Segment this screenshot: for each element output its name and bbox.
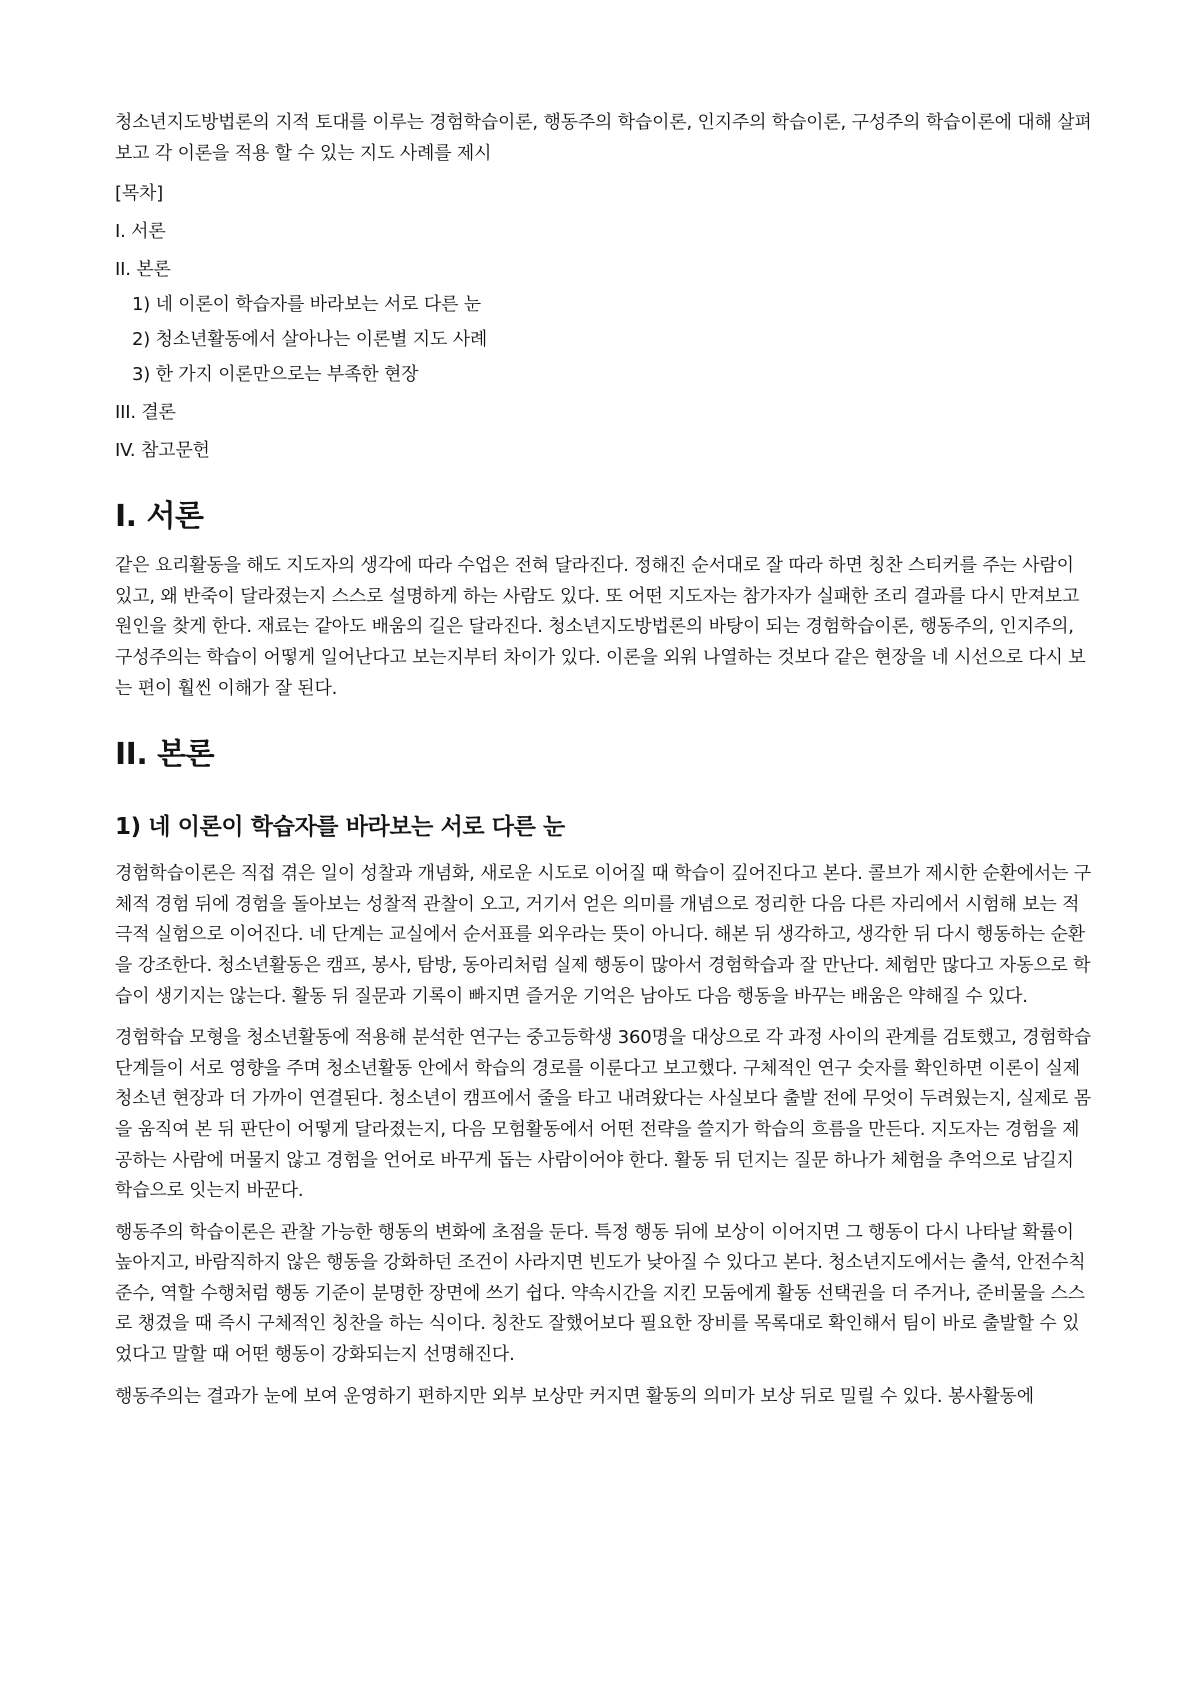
toc-subitem-1: 1) 네 이론이 학습자를 바라보는 서로 다른 눈 [132, 294, 481, 316]
toc-item-main-body: II. 본론 [115, 259, 171, 281]
toc-subitem-3: 3) 한 가지 이론만으로는 부족한 현장 [132, 364, 419, 386]
section-introduction [115, 497, 1092, 704]
section-heading: II. 본론 [115, 737, 215, 773]
subsection [115, 810, 1092, 1412]
body-paragraph: 행동주의 학습이론은 관찰 가능한 행동의 변화에 초점을 둔다. 특정 행동 뒤에 보상이 이어지면 그 행동이 다시 나타날 확률이 높아지고, 바람직하지 않은 행동을 강화하던 조건이 사라지면 빈도가 낮아질 수 있다고 본다. 청소년지도에서는 출석, 안전수칙 준수, 역할 수행처럼 행동 기준이 분명한 장면에 쓰기 쉽다. 약속시간을 지킨 모둠에게 활동 선택권을 더 주거나, 준비물을 스스로 챙겼을 때 즉시 구체적인 칭찬을 하는 식이다. 칭찬도 잘했어보다 필요한 장비를 목록대로 확인해서 팀이 바로 출발할 수 있었다고 말할 때 어떤 행동이 강화되는지 선명해진다. [115, 1221, 1086, 1366]
body-paragraph: 행동주의는 결과가 눈에 보여 운영하기 편하지만 외부 보상만 커지면 활동의 의미가 보상 뒤로 밀릴 수 있다. 봉사활동에 [115, 1385, 1034, 1407]
section-heading: I. 서론 [115, 499, 204, 535]
body-paragraph: 경험학습이론은 직접 겪은 일이 성찰과 개념화, 새로운 시도로 이어질 때 학습이 깊어진다고 본다. 콜브가 제시한 순환에서는 구체적 경험 뒤에 경험을 돌아보는 성찰적 관찰이 오고, 거기서 얻은 의미를 개념으로 정리한 다음 다른 자리에서 시험해 보는 적극적 실험으로 이어진다. 네 단계는 교실에서 순서표를 외우라는 뜻이 아니다. 해본 뒤 생각하고, 생각한 뒤 다시 행동하는 순환을 강조한다. 청소년활동은 캠프, 봉사, 탐방, 동아리처럼 실제 행동이 많아서 경험학습과 잘 만난다. 체험만 많다고 자동으로 학습이 생기지는 않는다. 활동 뒤 질문과 기록이 빠지면 즐거운 기억은 남아도 다음 행동을 바꾸는 배움은 약해질 수 있다. [115, 863, 1091, 1007]
toc-item-introduction: I. 서론 [115, 221, 166, 243]
body-paragraph: 경험학습 모형을 청소년활동에 적용해 분석한 연구는 중고등학생 360명을 대상으로 각 과정 사이의 관계를 검토했고, 경험학습 단계들이 서로 영향을 주며 청소년활동 안에서 학습의 경로를 이룬다고 보고했다. 구체적인 연구 숫자를 확인하면 이론이 실제 청소년 현장과 더 가까이 연결된다. 청소년이 캠프에서 줄을 타고 내려왔다는 사실보다 출발 전에 무엇이 두려웠는지, 실제로 몸을 움직여 본 뒤 판단이 어떻게 달라졌는지, 다음 모험활동에서 어떤 전략을 쓸지가 학습의 흐름을 만든다. 지도자는 경험을 제공하는 사람에 머물지 않고 경험을 언어로 바꾸게 돕는 사람이어야 한다. 활동 뒤 던지는 질문 하나가 체험을 추억으로 남길지 학습으로 잇는지 바꾼다. [115, 1027, 1091, 1202]
subsection-heading: 1) 네 이론이 학습자를 바라보는 서로 다른 눈 [115, 814, 565, 841]
assignment-prompt: 청소년지도방법론의 지적 토대를 이루는 경험학습이론, 행동주의 학습이론, 인지주의 학습이론, 구성주의 학습이론에 대해 살펴 보고 각 이론을 적용 할 수 있는 지도 사례를 제시 [115, 112, 1092, 164]
toc-item-references: IV. 참고문헌 [115, 440, 210, 462]
section-main-body [115, 735, 1092, 1412]
body-paragraph: 같은 요리활동을 해도 지도자의 생각에 따라 수업은 전혀 달라진다. 정해진 순서대로 잘 따라 하면 칭찬 스티커를 주는 사람이 있고, 왜 반죽이 달라졌는지 스스로 설명하게 하는 사람도 있다. 또 어떤 지도자는 참가자가 실패한 조리 결과를 다시 만져보고 원인을 찾게 한다. 재료는 같아도 배움의 길은 달라진다. 청소년지도방법론의 바탕이 되는 경험학습이론, 행동주의, 인지주의, 구성주의는 학습이 어떻게 일어난다고 보는지부터 차이가 있다. 이론을 외워 나열하는 것보다 같은 현장을 네 시선으로 다시 보는 편이 훨씬 이해가 잘 된다. [115, 555, 1086, 699]
toc-title: [목차] [115, 183, 164, 205]
toc-subitem-2: 2) 청소년활동에서 살아나는 이론별 지도 사례 [132, 329, 488, 351]
toc-item-conclusion: III. 결론 [115, 402, 176, 424]
table-of-contents [115, 179, 1092, 466]
